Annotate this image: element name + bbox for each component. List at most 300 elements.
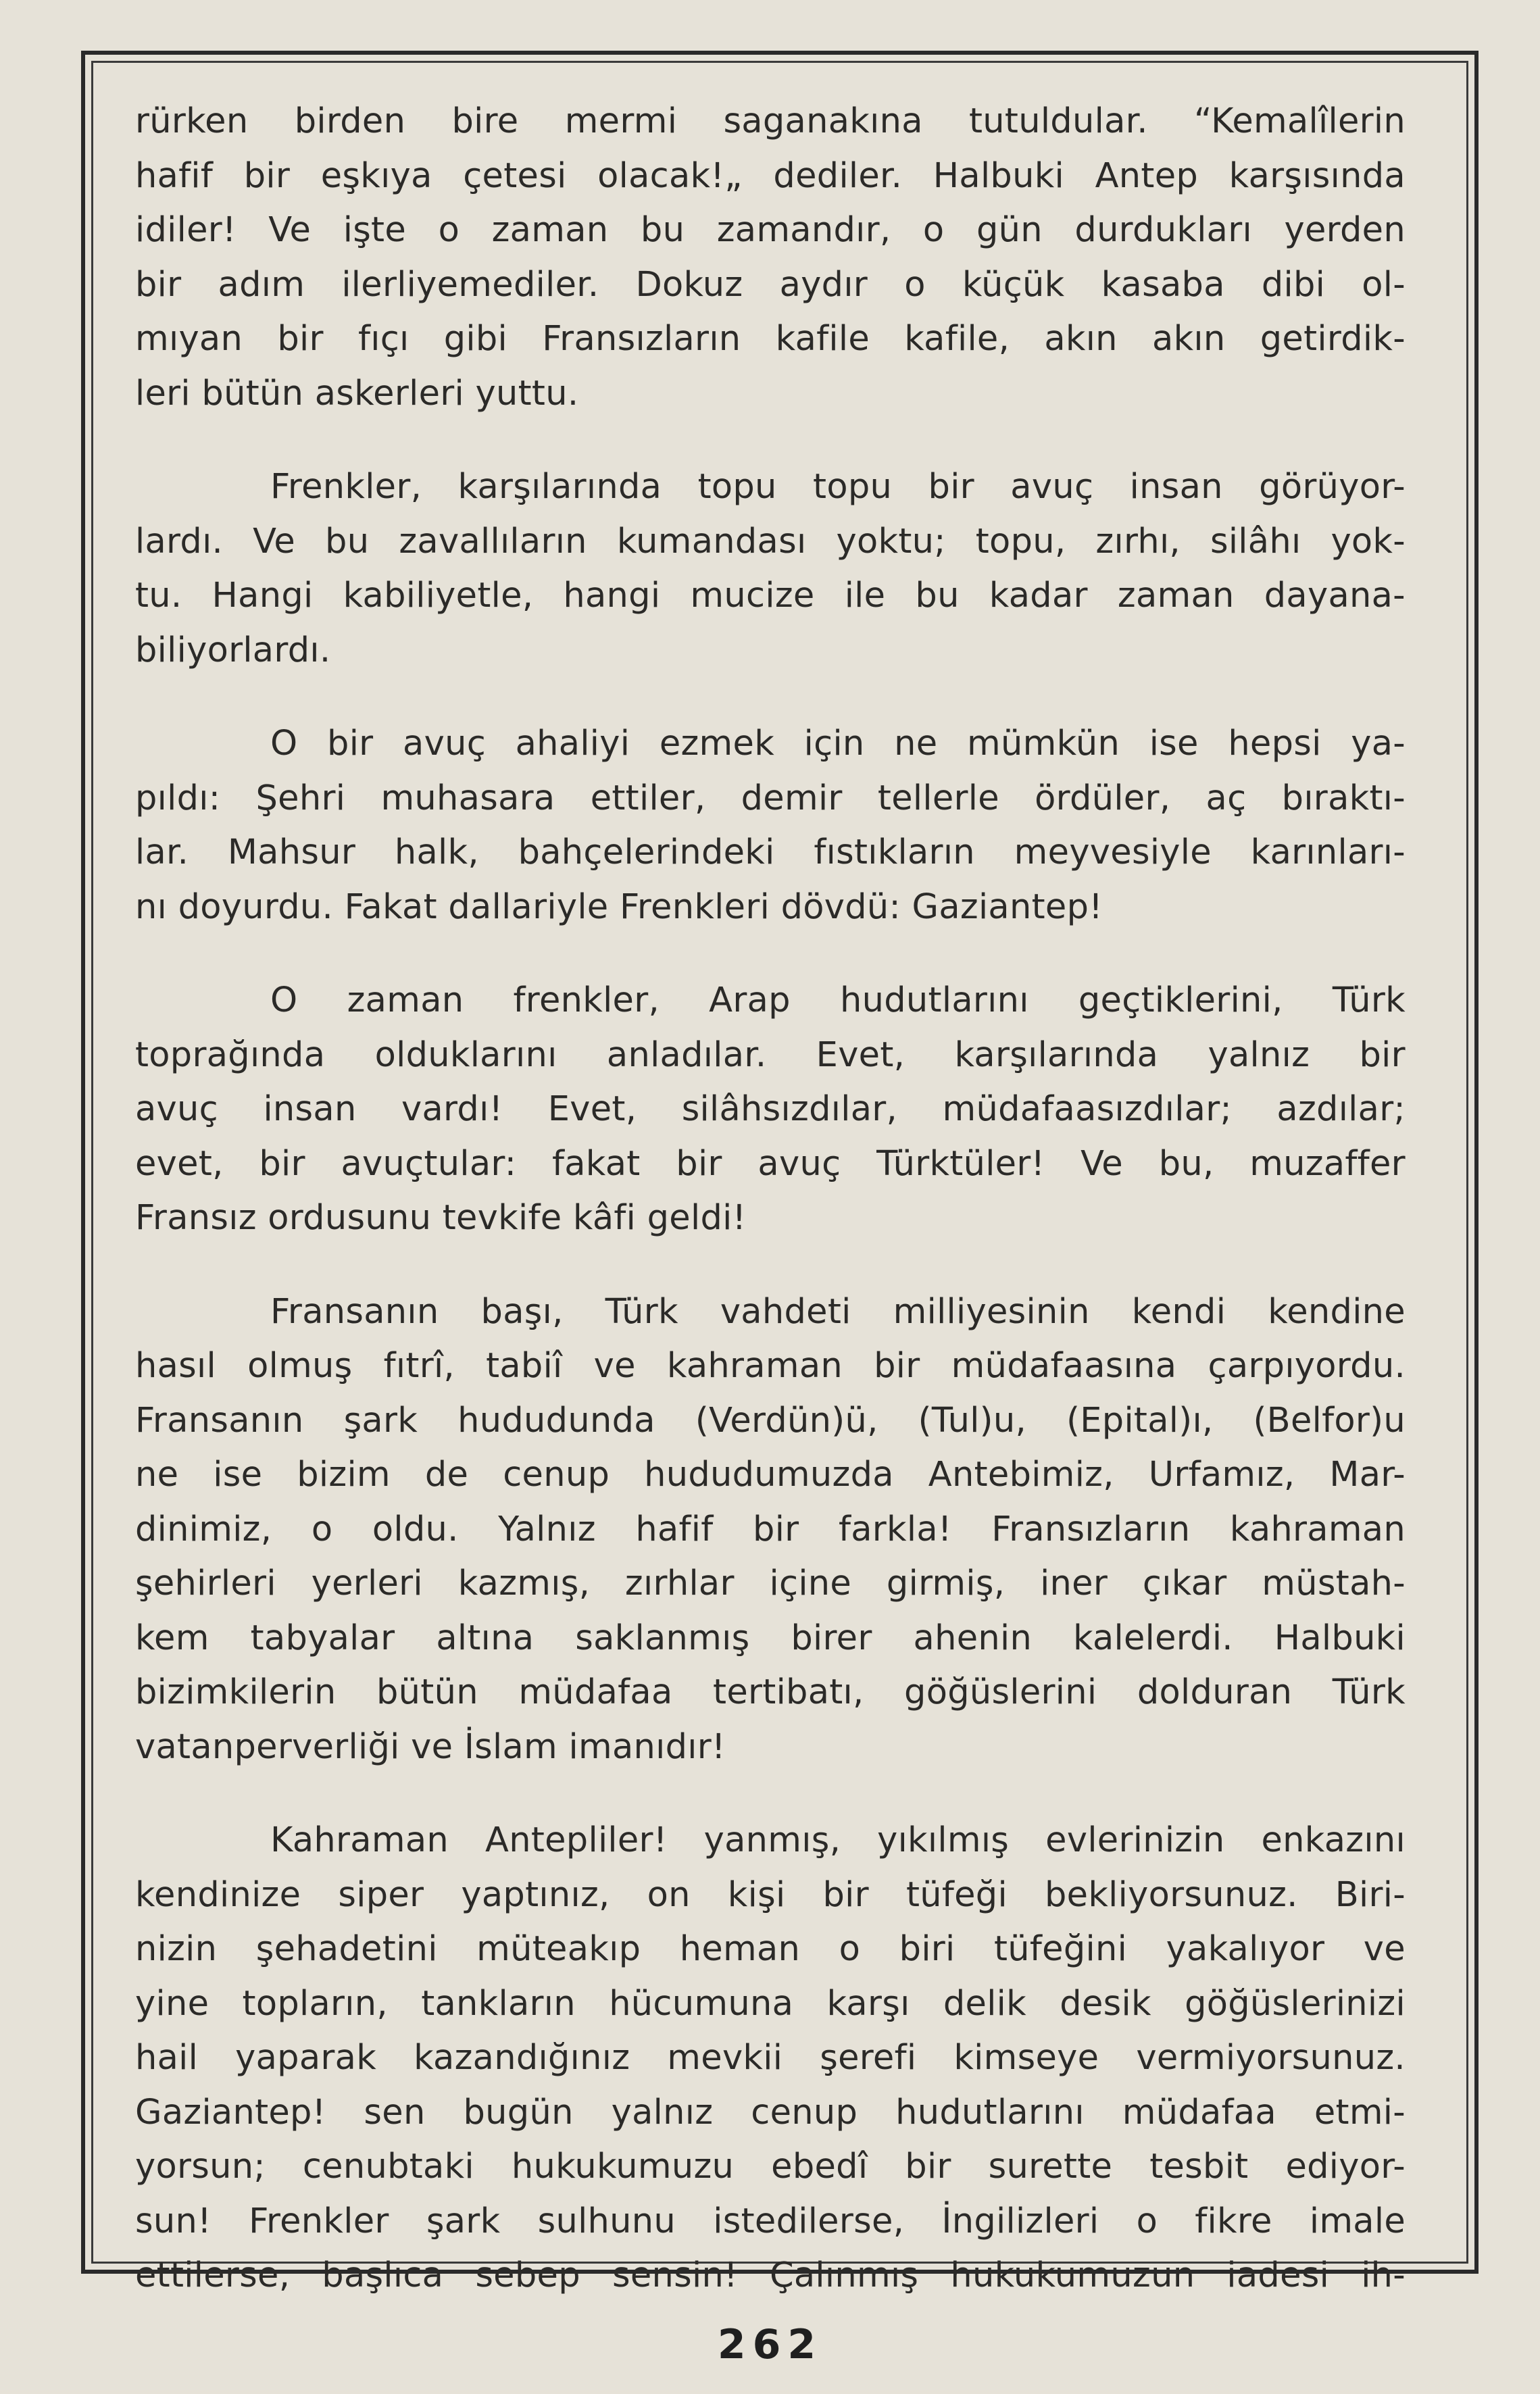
word: nizin [135,1929,218,1969]
word: vahdeti [720,1291,851,1332]
word: hafif [135,155,214,196]
word: avuç [1010,467,1094,507]
word: zaman [1117,576,1235,616]
word: kalelerdi. [1073,1618,1233,1658]
word: iadesi [1226,2255,1330,2295]
word: avuç [757,1143,841,1184]
word: birer [791,1618,872,1658]
word: Türk [605,1291,678,1332]
word: halk, [394,832,479,872]
text-line: biliyorlardı. [135,630,331,670]
word: mevkii [667,2038,783,2078]
word: kendi [1131,1291,1226,1332]
word: yalnız [611,2092,714,2133]
word: Biri- [1335,1874,1406,1915]
word: yıkılmış [877,1820,1010,1860]
word: müdafaasızdılar; [942,1089,1232,1129]
word: fakat [551,1143,641,1184]
word: bir [676,1143,722,1184]
paragraph [135,974,1406,1246]
word: geçtiklerini, [1078,980,1283,1020]
word: Arap [709,980,791,1020]
word: olmuş [247,1346,353,1386]
word: Ve [253,521,295,562]
body-text [135,95,1406,2303]
word: milliyesinin [893,1291,1090,1332]
text-line [135,258,1406,313]
word: olacak!„ [597,155,743,196]
word: Antebimiz, [928,1455,1114,1495]
word: zaman [491,210,609,250]
word: bir [243,155,291,196]
word: (Tul)u, [918,1400,1027,1441]
word: tabiî [486,1346,563,1386]
word: bütün [376,1672,478,1712]
text-line [135,2140,1406,2195]
word: ezmek [659,724,775,764]
word: ise [1149,724,1199,764]
word: yerden [1284,210,1406,250]
word: dediler. [773,155,903,196]
word: bir [822,1874,869,1915]
text-line: vatanperverliği ve İslam imanıdır! [135,1726,726,1767]
word: tertibatı, [713,1672,864,1712]
word: kasaba [1101,264,1225,305]
word: bir [327,724,374,764]
word: İngilizleri [941,2201,1099,2241]
text-line [135,1503,1406,1557]
word: sen [364,2092,426,2133]
word: Dokuz [635,264,743,305]
word: insan [263,1089,357,1129]
word: silâhsızdılar, [681,1089,898,1129]
word: o [438,210,460,250]
word: bizim [297,1455,391,1495]
word: kazmış, [457,1564,591,1603]
word: tabyalar [250,1618,395,1658]
word: biri [899,1929,955,1969]
word: Hangi [212,576,314,616]
word: tüfeği [905,1874,1008,1915]
word: karşı [826,1983,910,2024]
word: ve [1363,1929,1406,1969]
word: Kahraman [270,1820,449,1860]
word: vermiyorsunuz. [1136,2038,1406,2078]
word: muzaffer [1249,1143,1406,1184]
word: Türk [1332,1672,1406,1712]
text-line [135,149,1406,204]
word: yok- [1331,521,1406,562]
word: tellerle [877,778,999,818]
word: kazandığınız [414,2038,630,2078]
word: gün [976,210,1043,250]
word: cenup [503,1455,610,1495]
text-line [135,1448,1406,1503]
text-line: nı doyurdu. Fakat dallariyle Frenkleri dövdü: Gaziantep! [135,887,1103,927]
word: müdafaa [518,1672,673,1712]
word: müteakıp [476,1929,641,1969]
word: kendine [1268,1291,1406,1332]
text-line [135,1557,1406,1612]
word: hududunda [457,1400,655,1441]
word: için [803,724,865,764]
text-line [135,1814,1406,1868]
word: bir [905,2147,951,2187]
word: Türk [1332,980,1406,1020]
text-line [135,460,1406,515]
word: saklanmış [575,1618,750,1658]
word: anladılar. [606,1034,767,1075]
word: kahraman [1229,1509,1406,1549]
text-line [135,717,1406,772]
word: tankların [421,1983,576,2024]
word: zırhı, [1095,521,1181,562]
word: topların, [242,1983,388,2024]
word: o [1136,2201,1158,2241]
text-line [135,2086,1406,2141]
word: hududumuzda [644,1455,894,1495]
word: girmiş, [886,1564,1005,1603]
text-line [135,1028,1406,1083]
word: idiler! [135,210,237,250]
word: Evet, [547,1089,637,1129]
word: kimseye [953,2038,1099,2078]
word: şehadetini [255,1929,438,1969]
word: ol- [1362,264,1406,305]
word: azdılar; [1276,1089,1406,1129]
word: Çalınmış [769,2255,919,2295]
word: çetesi [463,155,567,196]
word: ya- [1351,724,1406,764]
word: tüfeğini [994,1929,1128,1969]
word: de [424,1455,469,1495]
word: yanmış, [703,1820,841,1860]
word: hasıl [135,1346,216,1386]
paragraph [135,1814,1406,2303]
word: Halbuki [1274,1618,1406,1658]
word: O [270,724,298,764]
word: Fransanın [135,1400,304,1441]
word: topu [697,467,777,507]
word: imale [1309,2201,1406,2241]
word: lar. [135,832,189,872]
word: bu, [1158,1143,1214,1184]
word: zavallıların [399,521,587,562]
word: yine [135,1983,209,2024]
word: dinimiz, [135,1509,272,1549]
word: sebep [475,2255,580,2295]
word: bu [640,210,685,250]
text-line [135,1137,1406,1192]
text-line [135,312,1406,367]
text-line [135,1339,1406,1394]
word: hücumuna [609,1983,794,2024]
word: kafile [775,319,870,359]
word: yoktu; [836,521,946,562]
word: hudutlarını [840,980,1029,1020]
word: ile [844,576,886,616]
word: mermi [564,101,678,141]
text-line [135,1394,1406,1449]
text-line [135,203,1406,258]
word: hukukumuzu [511,2147,735,2187]
word: o [311,1509,333,1549]
word: vardı! [401,1089,503,1129]
word: desik [1060,1983,1151,2024]
word: Evet, [816,1034,905,1075]
word: avuç [135,1089,218,1129]
word: Şehri [255,778,346,818]
word: farkla! [838,1509,952,1549]
word: hafif [635,1509,714,1549]
word: ettiler, [590,778,706,818]
word: yerleri [311,1564,423,1603]
word: meyvesiyle [1014,832,1212,872]
word: mümkün [967,724,1120,764]
word: ahenin [913,1618,1033,1658]
word: şerefi [820,2038,917,2078]
word: Gaziantep! [135,2092,326,2133]
paragraph [135,460,1406,678]
word: yaptınız, [461,1874,610,1915]
word: (Epital)ı, [1066,1400,1214,1441]
paragraph [135,1285,1406,1775]
word: bekliyorsunuz. [1044,1874,1298,1915]
word: Frenkler, [270,467,422,507]
word: başı, [480,1291,564,1332]
word: kabiliyetle, [343,576,534,616]
word: Mahsur [227,832,356,872]
word: lardı. [135,521,224,562]
word: Antepliler! [485,1820,668,1860]
word: görüyor- [1259,467,1406,507]
word: bu [325,521,370,562]
text-line [135,95,1406,149]
paragraph [135,717,1406,934]
text-line: leri bütün askerleri yuttu. [135,373,579,414]
word: O [270,980,298,1020]
word: Fransanın [270,1291,439,1332]
word: müstah- [1262,1564,1406,1603]
word: müdafaasına [951,1346,1177,1386]
word: ettilerse, [135,2255,291,2295]
word: akın [1152,319,1226,359]
word: frenkler, [513,980,660,1020]
text-line [135,1922,1406,1977]
word: saganakına [723,101,923,141]
word: avuçtular: [341,1143,517,1184]
word: Fransızların [542,319,741,359]
word: Ve [268,210,312,250]
word: bir [277,319,324,359]
word: şark [426,2201,501,2241]
word: dibi [1261,264,1326,305]
word: bir [1359,1034,1406,1075]
word: karşısında [1228,155,1406,196]
word: ve [593,1346,636,1386]
word: pıldı: [135,778,221,818]
text-line [135,2249,1406,2303]
word: Frenkler [249,2201,389,2241]
word: içine [769,1564,852,1603]
word: enkazını [1261,1820,1406,1860]
text-line [135,2031,1406,2086]
word: olduklarını [374,1034,557,1075]
word: sensin! [612,2255,738,2295]
word: Mar- [1329,1455,1406,1495]
word: bir [259,1143,305,1184]
text-line [135,772,1406,826]
word: rürken [135,101,249,141]
word: delik [943,1983,1026,2024]
word: bir [928,467,974,507]
word: ördüler, [1035,778,1171,818]
word: bir [135,264,182,305]
word: zaman [347,980,464,1020]
word: fikre [1195,2201,1272,2241]
word: ilerliyemediler. [341,264,599,305]
word: insan [1129,467,1223,507]
word: avuç [403,724,487,764]
word: istedilerse, [713,2201,905,2241]
word: durdukları [1074,210,1252,250]
word: bıraktı- [1281,778,1406,818]
word: sulhunu [537,2201,676,2241]
text-line [135,1612,1406,1666]
word: şark [343,1400,418,1441]
word: ediyor- [1285,2147,1406,2187]
word: Antep [1095,155,1199,196]
text-line: Fransız ordusunu tevkife kâfi geldi! [135,1198,747,1238]
word: göğüslerini [904,1672,1097,1712]
word: iner [1040,1564,1108,1603]
word: göğüslerinizi [1185,1983,1406,2024]
word: altına [436,1618,535,1658]
word: hukukumuzun [950,2255,1195,2295]
word: surette [988,2147,1113,2187]
word: kendinize [135,1874,301,1915]
word: bizimkilerin [135,1672,337,1712]
word: yorsun; [135,2147,266,2187]
word: birden [294,101,406,141]
word: küçük [962,264,1065,305]
word: topu, [975,521,1066,562]
word: o [904,264,926,305]
word: başlıca [322,2255,444,2295]
word: tutuldular. [969,101,1148,141]
word: yaparak [235,2038,377,2078]
word: demir [741,778,843,818]
word: karınları- [1250,832,1406,872]
word: aydır [779,264,868,305]
word: muhasara [380,778,555,818]
word: (Belfor)u [1253,1400,1406,1441]
word: toprağında [135,1034,326,1075]
word: kişi [727,1874,786,1915]
word: zırhlar [624,1564,735,1603]
word: Ve [1081,1143,1123,1184]
word: kadar [989,576,1088,616]
word: bugün [463,2092,574,2133]
text-line [135,1977,1406,2032]
text-line [135,1285,1406,1340]
word: hepsi [1228,724,1322,764]
word: ebedî [771,2147,868,2187]
word: bir [753,1509,799,1549]
word: şehirleri [135,1564,276,1603]
word: karşılarında [457,467,662,507]
word: bire [451,101,519,141]
word: o [839,1929,861,1969]
word: bir [874,1346,920,1386]
word: zamandır, [716,210,891,250]
word: dolduran [1137,1672,1293,1712]
word: yalnız [1208,1034,1310,1075]
word: fıtrî, [383,1346,455,1386]
text-line [135,2195,1406,2249]
word: bu [915,576,960,616]
word: getirdik- [1260,319,1406,359]
page-number: 262 [717,2321,823,2368]
word: (Verdün)ü, [695,1400,878,1441]
word: adım [218,264,305,305]
text-line [135,515,1406,570]
text-line [135,1666,1406,1720]
paragraph [135,95,1406,421]
word: siper [338,1874,424,1915]
word: fıstıkların [814,832,975,872]
word: tu. [135,576,182,616]
word: silâhı [1210,521,1301,562]
word: çıkar [1142,1564,1227,1603]
word: mıyan [135,319,243,359]
word: hail [135,2038,199,2078]
word: cenup [751,2092,858,2133]
word: hangi [563,576,661,616]
word: karşılarında [954,1034,1159,1075]
word: Urfamız, [1148,1455,1295,1495]
word: akın [1044,319,1118,359]
word: müdafaa [1122,2092,1276,2133]
word: hudutlarını [895,2092,1085,2133]
text-line [135,1868,1406,1923]
word: mucize [690,576,815,616]
word: Fransızların [991,1509,1191,1549]
text-line [135,569,1406,624]
word: evlerinizin [1045,1820,1225,1860]
word: sun! [135,2201,212,2241]
text-line [135,1082,1406,1137]
word: topu [813,467,893,507]
word: etmi- [1314,2092,1406,2133]
word: gibi [443,319,508,359]
word: evet, [135,1143,224,1184]
word: kem [135,1618,209,1658]
word: ne [894,724,938,764]
word: kahraman [666,1346,843,1386]
word: oldu. [372,1509,459,1549]
word: Türktüler! [876,1143,1045,1184]
word: kumandası [616,521,807,562]
word: cenubtaki [302,2147,474,2187]
word: fıçı [357,319,409,359]
word: Halbuki [933,155,1065,196]
word: çarpıyordu. [1208,1346,1406,1386]
word: yakalıyor [1166,1929,1325,1969]
word: heman [679,1929,801,1969]
word: “Kemalîlerin [1193,101,1406,141]
word: ise [213,1455,263,1495]
